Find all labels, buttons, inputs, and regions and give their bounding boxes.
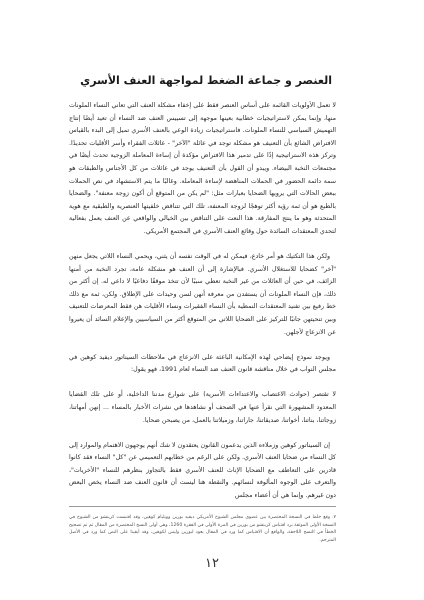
paragraph: إن السيناتور كوهين وزملاءه الذين يدعمون القانون يعتقدون لا شك أنهم يوجهون الاهتمام والموارد إلى كل النساء من ضحايا العنف الأسري. ولكن على الرغم من خطابهم التعميمي عن "كل" النساء فقد كانوا قادرين على التعاطف مع الضحايا الإناث للعنف الأسري فقط بالتجاوز بنظرهم للنساء "الأخريات"، والتعرف على الوجوه المألوفة لنسائهم. والنقطة هنا ليست أن قانون العنف ضد النساء يخص البعض دون غيرهم. وإنما هي أن أعضاء مجلس	[69, 441, 336, 500]
paragraph: ويوجد نموذج إيضاحي لهذه الإمكانية الباعثة على الانزعاج في ملاحظات السيناتور ديفيد كوهين في مجلس النواب في خلال مناقشة قانون العنف ضد النساء لعام 1991، فهو يقول:	[69, 353, 336, 374]
page-number: ١٢	[205, 556, 219, 571]
footnote-divider	[69, 506, 336, 507]
body-text	[69, 100, 336, 515]
paragraph: ولكن هذا التكتيك هو أمر خادع، فيمكن له في الوقت نفسه أن يثني، ويحمي النساء اللاتي يجعل منهن "آخر" كضحايا للاستغلال الأسري. فبالإشارة إلى أن العنف هو مشكلة عامة، تجرد النخبة من أمنها الزائف، في حين أن العائلات من غير النخبة تعطي سببًا لأن تتخذ موقفًا دفاعيًا لا داعي له. إن أكثر من ذلك، فإن النساء الملونات أن يستفدن من معرفة أنهن لسن وحيدات على الإطلاق. ولكن، ثمة مع ذلك خط رفيع بين تفنيد المعتقدات النمطية بأن النساء الفقيرات ونساء الأقليات هن فقط المعرضات للتعنيف وبين تنحيتهن جانبًا للتركيز على الضحايا اللاتي من المتوقع أكثر من السياسيين والإعلام السائد أن يعيروا عن الانزعاج لأجلهن.	[69, 253, 336, 336]
paragraph: لا تعمل الأولويات القائمة على أساس العنصر فقط على إخفاء مشكلة العنف التي تعاني النساء الملونات منها، وإنما يمكن لاستراتيجيات خطابية بعينها موجهة إلى تسييس العنف ضد النساء أن تعيد أيضًا إنتاج التهميش السياسي للنساء الملونات. فاستراتيجيات زيادة الوعي بالعنف الأسري تميل إلى البدء بالقياس الافتراض الشائع بأن التعنيف هو مشكلة توجد في عائلة "الآخر" - عائلات الفقراء وأسر الأقليات تحديدًا. وتركز هذه الاستراتيجية إذًا على تدمير هذا الافتراض مؤكدة أن إساءة المعاملة الزوجية تحدث أيضًا في مجتمعات النخبة البيضاء. ويبدو أن القول بأن التعنيف يوجد في عائلات من كل الأجناس والطبقات هو سمة دائمة الحضور في الحملات المناهضة لإساءة المعاملة. وغالبًا ما يتم الاستشهاد في نص الحملات ببعض الحالات التي يرويها الضحايا بعبارات مثل: "لم يكن من المتوقع أن أكون زوجة معنفة". والضحايا بالطبع هو أن ثمة رؤية أكثر توهجًا لزوجة المعنفة، تلك التي تتناقض خلفيتها العنصرية والطبقية مع هوية المتحدثة وهو ما ينتج المفارقة. هذا النعت على التناقض بين الخيالي والواقعي عن العنف يعمل بفعالية لتحدي المعتقدات السائدة حول وقائع العنف الأسري في المجتمع الأمريكي.	[69, 102, 336, 235]
section-title: العنصر و جماعة الضغط لمواجهة العنف الأسري	[80, 74, 332, 87]
footnote: ٧. وقع خلط في النسخة المختصرة بين عضوي مجلس الشيوخ الأمريكي ديفيد بورين وويليام كوهين، وقد اقتبست كرينشو من الشيوخ في النسخة الأولى الموثقة برد اقتباس كرينشو من بورين في المرة الأولى في الفقرة 1260، وهي أولى النسخ المختصرة من المقال ثم تم تصحيح الخطأ في النسخ اللاحقة، والواقع أن الاقتباس كما ورد في المقال يعود لبورين وليس لكوهين، وقد أبقينا على النص كما ورد في الأصل المترجم.	[69, 515, 336, 543]
block-quote: لا تقتصر (حوادث الاغتصاب والاعتداءات الأسرية) على شوارع مدننا الداخلية، أو على تلك القضايا المعدود المشهورة التي نقرأ عنها في الصحف أو نشاهدها في نشرات الأخبار بالمساء ... إنهن أمهاتنا، زوجاتنا، بناتنا، أخواتنا، صديقاتنا، جاراتنا، وزميلاتنا بالعمل، من يصبحن ضحايا.	[69, 391, 336, 424]
